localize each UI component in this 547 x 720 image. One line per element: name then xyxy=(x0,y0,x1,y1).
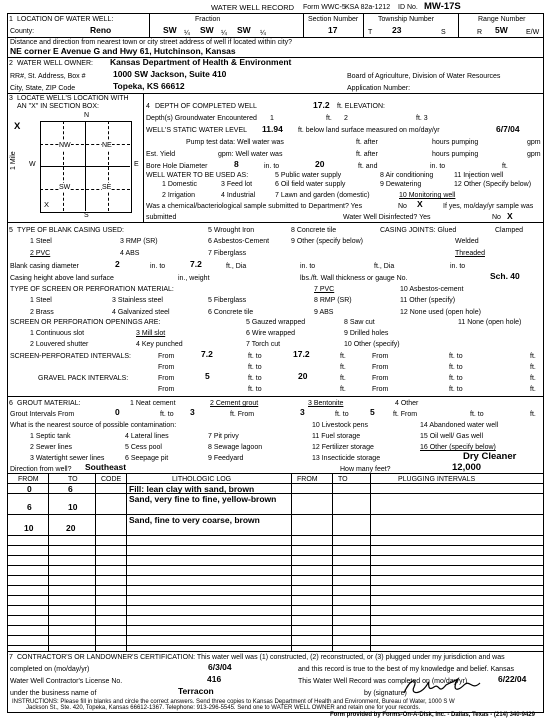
static-level-tail: ft. below land surface measured on mo/day/yr xyxy=(298,127,440,134)
gravel-ft-to-3: ft. to xyxy=(248,386,262,393)
groundwater-3: ft. 3 xyxy=(416,115,428,122)
screen-ft-3: ft. xyxy=(340,364,346,371)
casing-4: 4 ABS xyxy=(120,250,140,257)
fraction-1: SW xyxy=(163,25,177,35)
blank-in-to-3: in. to xyxy=(450,263,466,270)
opening-7: 7 Torch cut xyxy=(246,341,281,348)
section-1-number: 1 xyxy=(9,16,13,23)
section-1-label: LOCATION OF WATER WELL: xyxy=(17,16,114,23)
ksa-reference: KSA 82a-1212 xyxy=(345,4,391,11)
instructions-line-1: INSTRUCTIONS: Please fill in blanks and circle the correct answers. Send three copies to Kansas Department of Health and Environment, Bureau of Water, 1000 S W xyxy=(12,699,455,705)
grout-ft-from-1: ft. From xyxy=(230,411,255,418)
static-level-date: 6/7/04 xyxy=(496,124,520,134)
section-5-number: 5 xyxy=(9,227,13,234)
section-7-number: 7 xyxy=(9,654,13,661)
record-completed-label: This Water Well Record was completed on (mo/day/yr) xyxy=(298,678,468,685)
screen-from-3: From xyxy=(158,364,175,371)
log-row-rule xyxy=(7,535,543,536)
sw-label: SW xyxy=(59,184,71,191)
groundwater-1: 1 xyxy=(270,115,274,122)
groundwater-2: 2 xyxy=(344,115,348,122)
bore-ft: ft. xyxy=(502,163,508,170)
section-3-number: 3 xyxy=(9,95,13,102)
opening-11: 11 None (open hole) xyxy=(458,319,522,326)
county-label: County: xyxy=(10,28,35,35)
grout-2: 2 Cement grout xyxy=(210,400,259,407)
blank-in-to: in. to xyxy=(150,263,166,270)
south-label: S xyxy=(84,212,89,219)
fraction-2: SW xyxy=(200,25,214,35)
groundwater-ft: ft. xyxy=(326,115,332,122)
form-provider-footer: Form provided by Forms-On-A-Disk, Inc. - Dallas, Texas - (214) 340-9429 xyxy=(330,712,535,718)
form-number: Form WWC-5 xyxy=(303,4,346,11)
grout-to-1: 3 xyxy=(190,407,195,417)
bore-to-value: 20 xyxy=(315,159,325,169)
opening-1: 1 Continuous slot xyxy=(30,330,85,337)
cont-other-value: Dry Cleaner xyxy=(463,451,517,462)
blank-dia-1: ft., Dia xyxy=(226,263,247,270)
completed-on-value: 6/3/04 xyxy=(208,662,232,672)
openings-label: SCREEN OR PERFORATION OPENINGS ARE: xyxy=(10,319,161,326)
gravel-from: From xyxy=(158,375,175,382)
log-row-rule xyxy=(7,605,543,606)
signature-scribble xyxy=(400,673,490,699)
owner-label: WATER WELL OWNER: xyxy=(17,60,93,67)
quarter-1: ¼ xyxy=(184,30,190,37)
blank-dia-2: ft., Dia xyxy=(374,263,395,270)
se-label: SE xyxy=(102,184,112,191)
signature-label: by (signature) xyxy=(364,690,407,697)
use-2: 2 Irrigation xyxy=(162,192,196,199)
divider xyxy=(458,13,459,37)
address-value: 1000 SW Jackson, Suite 410 xyxy=(113,69,227,79)
cont-7: 7 Pit privy xyxy=(208,433,239,440)
cont-12: 12 Fertilizer storage xyxy=(312,444,374,451)
est-gpm: gpm xyxy=(527,151,541,158)
est-hours: hours pumping xyxy=(432,151,479,158)
blank-diameter-label: Blank casing diameter xyxy=(10,263,79,270)
opening-9: 9 Drilled holes xyxy=(344,330,389,337)
cont-14: 14 Abandoned water well xyxy=(420,422,499,429)
range-value: 5W xyxy=(495,25,508,35)
casing-8: 8 Concrete tile xyxy=(291,227,337,234)
cont-13: 13 Insecticide storage xyxy=(312,455,381,462)
bore-and: ft. and xyxy=(358,163,378,170)
use-5: 5 Public water supply xyxy=(275,172,342,179)
grout-1: 1 Neat cement xyxy=(130,400,176,407)
section-2-number: 2 xyxy=(9,60,13,67)
pump-gpm: gpm xyxy=(527,139,541,146)
screen-ft-to-2: ft. to xyxy=(449,353,463,360)
gravel-ft-to-4: ft. to xyxy=(449,386,463,393)
static-level-value: 11.94 xyxy=(262,124,283,134)
screen-9: 9 ABS xyxy=(314,309,334,316)
certification-text-2: and this record is true to the best of my knowledge and belief. Kansas xyxy=(298,666,514,673)
opening-2: 2 Louvered shutter xyxy=(30,341,89,348)
gravel-from-value: 5 xyxy=(205,371,210,381)
disinfected-no-mark: X xyxy=(507,211,513,221)
business-name-value: Terracon xyxy=(178,686,214,696)
locate-label-2: AN "X" IN SECTION BOX: xyxy=(17,103,99,110)
screen-4: 4 Galvanized steel xyxy=(112,309,170,316)
log-col-code: CODE xyxy=(101,476,122,483)
gravel-ft: ft. xyxy=(340,375,346,382)
cont-9: 9 Feedyard xyxy=(208,455,244,462)
cont-1: 1 Septic tank xyxy=(30,433,71,440)
gravel-ft-to: ft. to xyxy=(248,375,262,382)
casing-1: 1 Steel xyxy=(30,238,52,245)
rule xyxy=(7,396,543,397)
log-row-3-to: 20 xyxy=(66,523,76,533)
use-6: 6 Oil field water supply xyxy=(275,181,346,188)
grout-ft: ft. xyxy=(530,411,536,418)
cont-2: 2 Sewer lines xyxy=(30,444,73,451)
log-row-rule xyxy=(7,615,543,616)
township-label: Township Number xyxy=(378,16,435,23)
log-col-to: TO xyxy=(68,476,78,483)
grout-material-label: GROUT MATERIAL: xyxy=(17,400,81,407)
cont-6: 6 Seepage pit xyxy=(125,455,169,462)
wall-thickness-label: lbs./ft. Wall thickness or gauge No. xyxy=(300,275,408,282)
application-number-label: Application Number: xyxy=(347,85,411,92)
use-7: 7 Lawn and garden (domestic) xyxy=(275,192,370,199)
log-row-2-from: 6 xyxy=(27,502,32,512)
how-far-label: How many feet? xyxy=(340,466,391,473)
cont-4: 4 Lateral lines xyxy=(125,433,169,440)
screen-12: 12 None used (open hole) xyxy=(400,309,481,316)
gravel-ft-4: ft. xyxy=(530,386,536,393)
grout-4: 4 Other xyxy=(395,400,419,407)
gravel-from-3: From xyxy=(158,386,175,393)
blank-diameter-value: 2 xyxy=(115,259,120,269)
screen-material-label: TYPE OF SCREEN OR PERFORATION MATERIAL: xyxy=(10,286,174,293)
screen-to-value: 17.2 xyxy=(293,349,310,359)
use-9: 9 Dewatering xyxy=(380,181,422,188)
rule xyxy=(7,651,543,652)
grout-from-1: 0 xyxy=(115,407,120,417)
city-value: Topeka, KS 66612 xyxy=(113,81,185,91)
screen-10: 10 Asbestos-cement xyxy=(400,286,464,293)
east-label: E xyxy=(134,161,139,168)
casing-6: 6 Asbestos-Cement xyxy=(208,238,270,245)
log-col-plug-from: FROM xyxy=(297,476,318,483)
chem-no: No xyxy=(398,203,407,210)
use-label: WELL WATER TO BE USED AS: xyxy=(146,172,249,179)
how-far-value: 12,000 xyxy=(452,462,482,473)
screen-11: 11 Other (specify) xyxy=(400,297,456,304)
bore-in-to-2: in. to xyxy=(430,163,446,170)
license-label: Water Well Contractor's License No. xyxy=(10,678,123,685)
location-x-mark: X xyxy=(44,200,50,209)
quarter-2: ¼ xyxy=(221,30,227,37)
bore-value: 8 xyxy=(234,159,239,169)
log-row-rule xyxy=(7,635,543,636)
id-value: MW-17S xyxy=(424,1,461,12)
blank-to-value: 7.2 xyxy=(190,259,202,269)
grout-to-2: 5 xyxy=(370,407,375,417)
west-label: W xyxy=(29,161,36,168)
screen-from-4: From xyxy=(372,364,389,371)
township-t: T xyxy=(368,29,373,36)
grout-ft-to-1: ft. to xyxy=(160,411,174,418)
form-title: WATER WELL RECORD xyxy=(211,3,295,12)
log-col-lithologic: LITHOLOGIC LOG xyxy=(172,476,232,483)
city-label: City, State, ZIP Code xyxy=(10,85,76,92)
fraction-label: Fraction xyxy=(195,16,221,23)
range-ew: E/W xyxy=(526,29,540,36)
gravel-from-2: From xyxy=(372,375,389,382)
casing-weight-label: in., weight xyxy=(178,275,210,282)
screen-2: 2 Brass xyxy=(30,309,54,316)
section-box-gridline xyxy=(108,121,109,211)
use-4: 4 Industrial xyxy=(221,192,256,199)
distance-label: Distance and direction from nearest town or city street address of well if located within city? xyxy=(10,39,293,46)
township-s: S xyxy=(441,29,446,36)
gravel-ft-2: ft. xyxy=(530,375,536,382)
log-row-1-desc: Fill: lean clay with sand, brown xyxy=(129,484,255,494)
casing-threaded: Threaded xyxy=(455,250,485,257)
section-6-number: 6 xyxy=(9,400,13,407)
screen-interval-label: SCREEN-PERFORATED INTERVALS: xyxy=(10,353,131,360)
section-number-value: 17 xyxy=(328,25,338,35)
disinfected-no: No xyxy=(492,214,501,221)
log-col-plugging: PLUGGING INTERVALS xyxy=(398,476,476,483)
divider xyxy=(143,93,144,222)
distance-value: NE corner E Avenue G and Hwy 61, Hutchinson, Kansas xyxy=(10,46,236,56)
log-row-rule xyxy=(7,585,543,586)
bore-in-to: in. to xyxy=(264,163,280,170)
gravel-ft-3: ft. xyxy=(340,386,346,393)
cont-5: 5 Cess pool xyxy=(125,444,162,451)
opening-8: 8 Saw cut xyxy=(344,319,375,326)
screen-ft-4: ft. xyxy=(530,364,536,371)
mile-label: 1 Mile xyxy=(10,151,17,170)
log-row-1-to: 6 xyxy=(68,484,73,494)
section-number-label: Section Number xyxy=(308,16,359,23)
log-row-rule xyxy=(7,565,543,566)
section-box-gridline xyxy=(40,189,130,190)
business-name-label: under the business name of xyxy=(10,690,97,697)
divider xyxy=(363,13,364,37)
casing-type-label: TYPE OF BLANK CASING USED: xyxy=(17,227,124,234)
est-yield-label: Est. Yield xyxy=(146,151,176,158)
gravel-from-4: From xyxy=(372,386,389,393)
log-row-2-to: 10 xyxy=(68,502,78,512)
casing-5: 5 Wrought Iron xyxy=(208,227,255,234)
use-10: 10 Monitoring well xyxy=(399,192,456,199)
log-row-rule xyxy=(7,545,543,546)
log-row-3-desc: Sand, fine to very coarse, brown xyxy=(129,515,260,525)
rule xyxy=(7,473,543,474)
screen-ft-2: ft. xyxy=(530,353,536,360)
cont-3: 3 Watertight sewer lines xyxy=(30,455,105,462)
casing-welded: Welded xyxy=(455,238,479,245)
direction-label: Direction from well? xyxy=(10,466,72,473)
casing-3: 3 RMP (SR) xyxy=(120,238,158,245)
chem-date-label: If yes, mo/day/yr sample was xyxy=(443,203,534,210)
county-value: Reno xyxy=(90,25,112,35)
grout-from-2: 3 xyxy=(300,407,305,417)
log-row-2-desc: Sand, very fine to fine, yellow-brown xyxy=(129,494,277,504)
range-label: Range Number xyxy=(478,16,526,23)
board-label: Board of Agriculture, Division of Water Resources xyxy=(347,73,501,80)
opening-5: 5 Gauzed wrapped xyxy=(246,319,306,326)
log-row-rule xyxy=(7,575,543,576)
pump-test-label: Pump test data: Well water was xyxy=(186,139,284,146)
cont-8: 8 Sewage lagoon xyxy=(208,444,263,451)
section-4-number: 4 xyxy=(146,103,150,110)
gravel-to-value: 20 xyxy=(298,371,308,381)
chem-no-mark: X xyxy=(417,199,423,209)
screen-5: 5 Fiberglass xyxy=(208,297,247,304)
nw-label: NW xyxy=(59,142,71,149)
est-yield-gpm: gpm: Well water was xyxy=(218,151,283,158)
screen-from: From xyxy=(158,353,175,360)
est-after: ft. after xyxy=(356,151,378,158)
casing-joints-label: CASING JOINTS: Glued xyxy=(380,227,457,234)
use-12: 12 Other (Specify below) xyxy=(454,181,532,188)
log-col-from: FROM xyxy=(18,476,39,483)
screen-6: 6 Concrete tile xyxy=(208,309,254,316)
opening-4: 4 Key punched xyxy=(136,341,183,348)
certification-text: CONTRACTOR'S OR LANDOWNER'S CERTIFICATION: This water well was (1) constructed, (2) reconstructed, or (3) plugged under my jurisdiction and was xyxy=(17,654,505,661)
wall-thickness-value: Sch. 40 xyxy=(490,271,520,281)
screen-from-2: From xyxy=(372,353,389,360)
screen-from-value: 7.2 xyxy=(201,349,213,359)
range-r: R xyxy=(477,29,483,36)
record-completed-value: 6/22/04 xyxy=(498,674,527,684)
locate-label: LOCATE WELL'S LOCATION WITH xyxy=(17,95,129,102)
use-3: 3 Feed lot xyxy=(221,181,253,188)
township-value: 23 xyxy=(392,25,402,35)
grout-interval-label: Grout Intervals From xyxy=(10,411,75,418)
contamination-label: What is the nearest source of possible contamination: xyxy=(10,422,177,429)
log-col-plug-to: TO xyxy=(338,476,348,483)
license-value: 416 xyxy=(207,674,222,684)
screen-3: 3 Stainless steel xyxy=(112,297,163,304)
screen-ft: ft. xyxy=(340,353,346,360)
log-row-3-from: 10 xyxy=(24,523,34,533)
opening-3: 3 Mill slot xyxy=(136,330,166,337)
address-label: RR#, St. Address, Box # xyxy=(10,73,86,80)
grout-ft-to-2: ft. to xyxy=(335,411,349,418)
cont-11: 11 Fuel storage xyxy=(312,433,361,440)
divider xyxy=(303,13,304,37)
use-11: 11 Injection well xyxy=(454,172,504,179)
direction-value: Southeast xyxy=(85,462,127,472)
section-box-gridline xyxy=(40,166,130,167)
casing-9: 9 Other (specify below) xyxy=(291,238,363,245)
screen-1: 1 Steel xyxy=(30,297,52,304)
submitted-label: submitted xyxy=(146,214,177,221)
log-row-rule xyxy=(7,625,543,626)
opening-10: 10 Other (specify) xyxy=(344,341,400,348)
static-level-label: WELL'S STATIC WATER LEVEL xyxy=(146,127,248,134)
grout-3: 3 Bentonite xyxy=(308,400,344,407)
casing-height-label: Casing height above land surface xyxy=(10,275,114,282)
grout-ft-to-3: ft. to xyxy=(470,411,484,418)
completed-on-label: completed on (mo/day/yr) xyxy=(10,666,90,673)
id-label: ID No. xyxy=(398,4,418,11)
groundwater-label: Depth(s) Groundwater Encountered xyxy=(146,115,257,122)
screen-ft-to-3: ft. to xyxy=(248,364,262,371)
chem-sample-question: Was a chemical/bacteriological sample submitted to Department? Yes xyxy=(146,203,363,210)
depth-value: 17.2 xyxy=(313,100,330,110)
section-box xyxy=(40,121,132,213)
casing-clamped: Clamped xyxy=(495,227,524,234)
fraction-3: SW xyxy=(237,25,251,35)
owner-value: Kansas Department of Health & Environment xyxy=(110,57,292,67)
cont-10: 10 Livestock pens xyxy=(312,422,369,429)
bore-label: Bore Hole Diameter xyxy=(146,163,208,170)
gravel-pack-label: GRAVEL PACK INTERVALS: xyxy=(38,375,129,382)
cont-16: 16 Other (specify below) xyxy=(420,444,496,451)
north-label: N xyxy=(84,112,90,119)
cont-15: 15 Oil well/ Gas well xyxy=(420,433,484,440)
blank-in-to-2: in. to xyxy=(300,263,316,270)
log-row-rule xyxy=(7,555,543,556)
quarter-3: ¼ xyxy=(260,30,266,37)
pump-hours: hours pumping xyxy=(432,139,479,146)
divider xyxy=(149,13,150,37)
screen-ft-to: ft. to xyxy=(248,353,262,360)
grout-ft-from-2: ft. From xyxy=(393,411,418,418)
ne-label: NE xyxy=(102,142,112,149)
instructions-line-2: Jackson St., Ste. 420, Topeka, Kansas 66612-1367. Telephone: 913-296-5545. Send one to WATER WELL OWNER and retain one for your records. xyxy=(26,705,421,711)
screen-ft-to-4: ft. to xyxy=(449,364,463,371)
gravel-ft-to-2: ft. to xyxy=(449,375,463,382)
screen-8: 8 RMP (SR) xyxy=(314,297,352,304)
elevation-label: ft. ELEVATION: xyxy=(337,103,385,110)
rule xyxy=(7,222,543,223)
depth-label: DEPTH OF COMPLETED WELL xyxy=(155,103,257,110)
screen-7: 7 PVC xyxy=(314,286,335,293)
section-box-x-mark: X xyxy=(14,121,21,132)
log-row-1-from: 0 xyxy=(27,484,32,494)
log-row-rule xyxy=(7,645,543,646)
opening-6: 6 Wire wrapped xyxy=(246,330,296,337)
casing-7: 7 Fiberglass xyxy=(208,250,247,257)
casing-2: 2 PVC xyxy=(30,250,51,257)
pump-after: ft. after xyxy=(356,139,378,146)
use-1: 1 Domestic xyxy=(162,181,198,188)
disinfected-label: Water Well Disinfected? Yes xyxy=(343,214,431,221)
use-8: 8 Air conditioning xyxy=(380,172,434,179)
log-row-rule xyxy=(7,595,543,596)
